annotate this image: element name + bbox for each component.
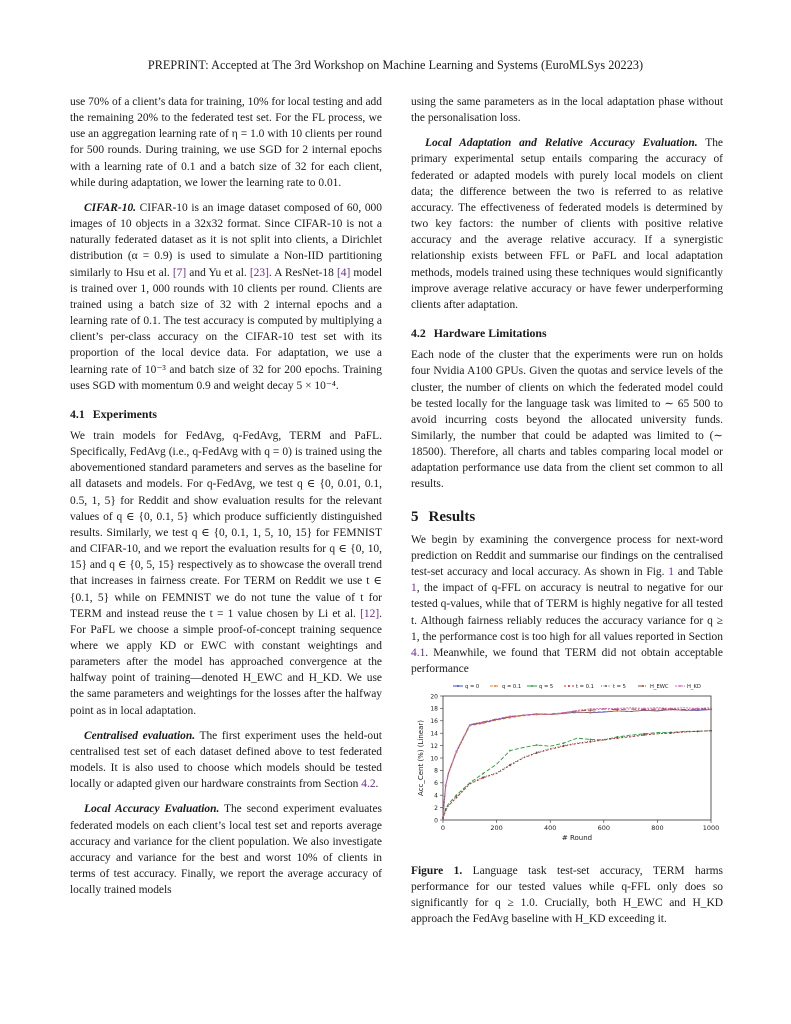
data-point [563,742,565,744]
text: We train models for FedAvg, q-FedAvg, TERM and PaFL. Specifically, FedAvg (i.e., q-FedAvg with q = 0) is trained using the abovementioned standard parameters and serves as the baseline for all datasets and models. For q-FedAvg, we test q ∈ {0, 0.01, 0.1, 0.5, 1, 5} for Reddit and show evaluation results for the relevant values of q ∈ {0, 0.1, 5} which produce sufficiently distinguished results. Similarly, we test q ∈ {0, 0.1, 1, 5, 10, 15} for FEMNIST and CIFAR-10, and we report the evaluation results for q ∈ {0, 10, 15} and q ∈ {0, 5, 15} respectively as to showcase the overall trend that increases in fairness create. For TERM on Reddit we use t ∈ {0.1, 5} while on FEMNIST we do not tune the value of t for TERM and instead reuse the t = 1 value chosen by Li et al. [70,429,382,620]
page-header: PREPRINT: Accepted at The 3rd Workshop on Machine Learning and Systems (EuroMLSys 20223) [147,58,644,72]
legend-label: q = 5 [539,684,554,690]
legend-label: q = 0 [465,684,480,690]
text: and Table [673,566,723,579]
data-point [643,734,645,736]
line-chart [411,678,723,846]
text: We begin by examining the convergence process for next-word prediction on Reddit and summarise our findings on the centralised test-set accuracy and local accuracy. As shown in Fig. [411,533,723,579]
run-in-heading: Local Adaptation and Relative Accuracy Evaluation. [425,137,698,150]
data-point [509,750,511,752]
legend-marker [494,685,496,687]
legend [453,684,701,690]
series-line-1 [443,710,711,817]
section-link[interactable]: 4.1 [411,646,426,659]
figure-caption [411,863,723,928]
paragraph [70,801,382,898]
legend-label: q = 0.1 [502,684,522,690]
paragraph [411,532,723,677]
run-in-heading: CIFAR-10. [84,201,137,214]
paragraph [70,428,382,719]
section-heading [411,509,723,525]
section-title: Experiments [92,406,157,421]
legend-label: H_EWC [650,684,669,690]
text: CIFAR-10 is an image dataset composed of 60, 000 images of 10 objects in a 32x32 format. Since CIFAR-10 is not a naturally federated dataset as it is not split into clients, a Dirichlet distribution (α = 0.9) is used to simulate a Non-IID partitioning similarly to Hsu et al. [70,201,382,279]
y-axis-label: Acc_Cent (%) (Linear) [417,719,425,797]
text: . A ResNet-18 [268,266,337,279]
legend-label: t = 5 [613,684,626,690]
section-number: 5 [411,508,419,525]
legend-marker [457,685,459,687]
figure-1-chart [411,678,723,846]
legend-marker [568,685,570,687]
y-tick-label: 2 [434,804,438,812]
data-point [482,776,484,778]
paragraph [411,135,723,313]
x-axis-label: # Round [561,834,593,842]
data-point [616,708,618,710]
series-line-3 [443,731,711,818]
citation-link[interactable]: [4] [336,266,351,279]
data-point [445,809,447,811]
data-point [670,708,672,710]
text: The second experiment evaluates federated models on each client’s local test set and reports average accuracy and variance for the client population. We also investigate accuracy and variance for the best and worst 10% of clients in terms of test accuracy. Finally, we report the average accuracy of locally trained models [70,803,382,897]
y-tick-label: 8 [434,767,438,775]
x-tick-label: 1000 [702,824,720,832]
data-point [482,773,484,775]
legend-label: t = 0.1 [576,684,594,690]
text: and Yu et al. [186,266,250,279]
citation-link[interactable]: [23] [249,266,269,279]
legend-marker [642,685,644,687]
y-tick-label: 0 [434,817,438,825]
y-tick-label: 20 [430,693,438,701]
figure-link[interactable]: 1 [668,566,674,579]
x-tick-label: 600 [597,824,611,832]
citation-link[interactable]: [7] [172,266,187,279]
series-line-6 [443,709,711,817]
data-point [710,730,712,732]
y-tick-label: 14 [430,730,438,738]
data-point [442,816,444,818]
run-in-heading: Centralised evaluation. [84,729,196,742]
text: . [375,778,379,791]
section-link[interactable]: 4.2 [361,778,376,791]
legend-marker [679,685,681,687]
y-tick-label: 18 [430,705,438,713]
paragraph: Each node of the cluster that the experiments were run on holds four Nvidia A100 GPUs. Given the quotas and service levels of the cluster, the number of clients on which the federated model could be tested locally for the language task was limited to ∼ 65 500 to avoid incurring costs beyond the allocated university funds. Similarly, the number that could be adapted was limited to (∼ 18500). Therefore, all charts and tables comparing local model or adaptation performance use data from the client set common to all results. [411,349,723,491]
text: . Meanwhile, we found that TERM did not obtain acceptable performance [411,646,723,675]
run-in-heading: Local Accuracy Evaluation. [84,803,220,816]
section-number: 4.1 [70,406,85,421]
text: . For PaFL we choose a simple proof-of-concept training sequence where we apply KD or EWC with constant weightings and parameters after the model has approached convergence at the halfway point of training—denoted H_EWC and H_KD. We use the same parameters and weightings for the losses after the halfway point as in local adaptation. [70,607,382,717]
paragraph: using the same parameters as in the local adaptation phase without the personalisation loss. [411,96,723,125]
y-tick-label: 10 [430,755,438,763]
right-column [411,94,723,677]
text: The first experiment uses the held-out centralised test set of each dataset defined above to test federated models. It is also used to choose which models should be tested locally or adapted given our hardware constraints from Section [70,729,382,791]
text: model is trained over 1, 000 rounds with 10 clients per round. Clients are trained using a batch size of 32 with 2 internal epochs and a learning rate of 0.1. The test accuracy is computed by multiplying a client’s per-class accuracy on the CIFAR-10 test set with its proportion of the local device data. For adaptation, we use a learning rate of 10⁻³ and batch size of 32 for 200 epochs. Training uses SGD with momentum 0.9 and weight decay 5 × 10⁻⁴. [70,266,382,392]
y-tick-label: 4 [434,792,438,800]
data-point [563,745,565,747]
data-point [509,764,511,766]
x-tick-label: 200 [490,824,503,832]
paragraph-cifar [70,200,382,394]
series-line-2 [443,710,711,817]
section-heading [411,325,723,341]
data-point [445,784,447,786]
data-point [536,744,538,746]
data-point [590,740,592,742]
section-title: Hardware Limitations [433,326,547,341]
data-point [670,732,672,734]
text: , the impact of q-FFL on accuracy is neutral to negative for our tested q-values, while that of TERM is highly negative for all tested t. Although fairness reliably reduces the accuracy variance for q ≥ 1, the performance cost is too high for all values reported in Section [411,582,723,643]
data-point [590,708,592,710]
data-point [456,794,458,796]
citation-link[interactable]: [12] [360,607,380,620]
data-point [456,796,458,798]
legend-marker [605,685,607,687]
series-line-5 [443,731,711,818]
x-tick-label: 0 [440,824,446,832]
x-tick-label: 400 [543,824,557,832]
caption-label: Figure 1. [411,865,463,877]
section-title: Results [428,508,476,525]
caption-text: Language task test-set accuracy, TERM harms performance for our tested values while q-FFL only does so significantly for q ≥ 1.0. Crucially, both H_EWC and H_KD approach the FedAvg baseline with H_KD exceeding it. [411,865,723,926]
data-point [697,730,699,732]
data-point [710,707,712,709]
data-point [590,711,592,713]
section-heading [70,406,382,422]
y-tick-label: 12 [430,742,438,750]
data-point [509,716,511,718]
data-point [616,737,618,739]
data-point [456,750,458,752]
left-column [70,94,382,898]
text: The primary experimental setup entails comparing the accuracy of federated or adapted models with purely local models on client data; the difference between the two is referred to as relative accuracy. The effectiveness of federated models is determined by two key factors: the number of clients with positive relative accuracy and the average relative accuracy. If a synergistic relationship exists between FFL or PaFL and local adaptation methods, models trained using these techniques would significantly improve average relative accuracy or have fewer underperforming clients after adaptation. [411,137,724,311]
series-line-4 [443,731,711,818]
data-point [536,752,538,754]
data-point [590,739,592,741]
plot-frame [443,696,711,820]
legend-marker [531,685,533,687]
data-point [563,712,565,714]
table-link[interactable]: 1 [411,582,417,595]
x-tick-label: 800 [651,824,664,832]
paragraph [70,728,382,793]
y-tick-label: 16 [430,718,438,726]
data-point [643,708,645,710]
data-point [536,713,538,715]
legend-label: H_KD [687,684,701,690]
data-point [697,708,699,710]
y-tick-label: 6 [434,780,438,788]
paragraph: use 70% of a client’s data for training, 10% for local testing and add the remaining 20% to the federated test set. For the FL process, we use an aggregation learning rate of η = 1.0 with 10 clients per round for 500 rounds. During training, we use SGD for 2 internal epochs with a learning rate of 0.1 and a batch size of 32 for each client, while during adaptation, we lower the learning rate to 0.01. [70,96,382,189]
data-point [482,721,484,723]
section-number: 4.2 [411,326,426,341]
